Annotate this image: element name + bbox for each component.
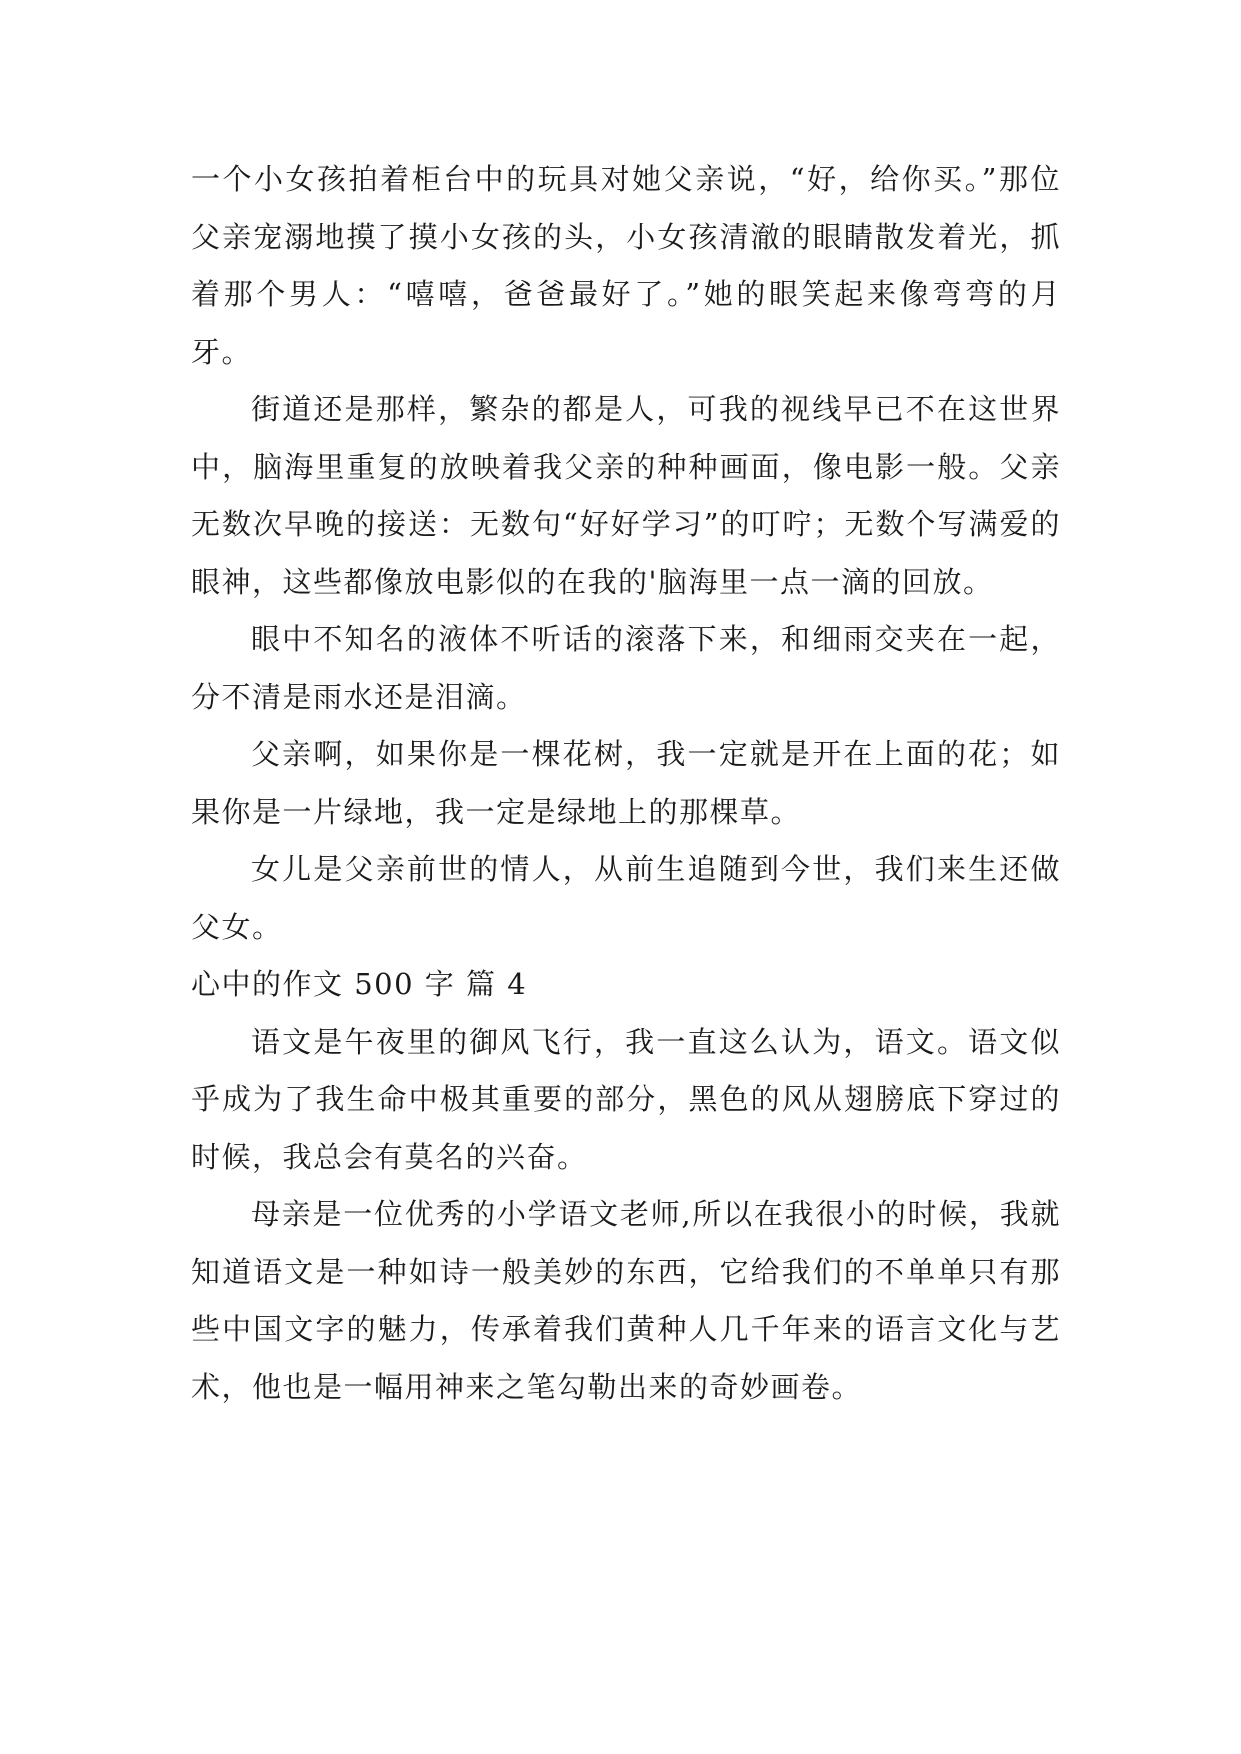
paragraph-4: 父亲啊，如果你是一棵花树，我一定就是开在上面的花；如果你是一片绿地，我一定是绿地上的那棵草。 <box>191 737 1061 829</box>
paragraph-5: 女儿是父亲前世的情人，从前生追随到今世，我们来生还做父女。 <box>191 852 1061 944</box>
section-paragraph-1: 语文是午夜里的御风飞行，我一直这么认为，语文。语文似乎成为了我生命中极其重要的部分，黑色的风从翅膀底下穿过的时候，我总会有莫名的兴奋。 <box>191 1024 1061 1174</box>
paragraph-3: 眼中不知名的液体不听话的滚落下来，和细雨交夹在一起，分不清是雨水还是泪滴。 <box>191 622 1061 714</box>
paragraph-1: 一个小女孩拍着柜台中的玩具对她父亲说，“好，给你买。”那位父亲宠溺地摸了摸小女孩的头，小女孩清澈的眼睛散发着光，抓着那个男人：“嘻嘻，爸爸最好了。”她的眼笑起来像弯弯的月牙。 <box>191 162 1061 369</box>
document-body <box>191 151 1061 1416</box>
section-paragraph-2: 母亲是一位优秀的小学语文老师,所以在我很小的时候，我就知道语文是一种如诗一般美妙的东西，它给我们的不单单只有那些中国文字的魅力，传承着我们黄种人几千年来的语言文化与艺术，他也是一幅用神来之笔勾勒出来的奇妙画卷。 <box>191 1197 1061 1404</box>
section-title: 心中的作文 500 字 篇 4 <box>191 967 528 1001</box>
paragraph-2: 街道还是那样，繁杂的都是人，可我的视线早已不在这世界中，脑海里重复的放映着我父亲的种种画面，像电影一般。父亲无数次早晚的接送：无数句“好好学习”的叮咛；无数个写满爱的眼神，这些都像放电影似的在我的'脑海里一点一滴的回放。 <box>191 392 1061 599</box>
